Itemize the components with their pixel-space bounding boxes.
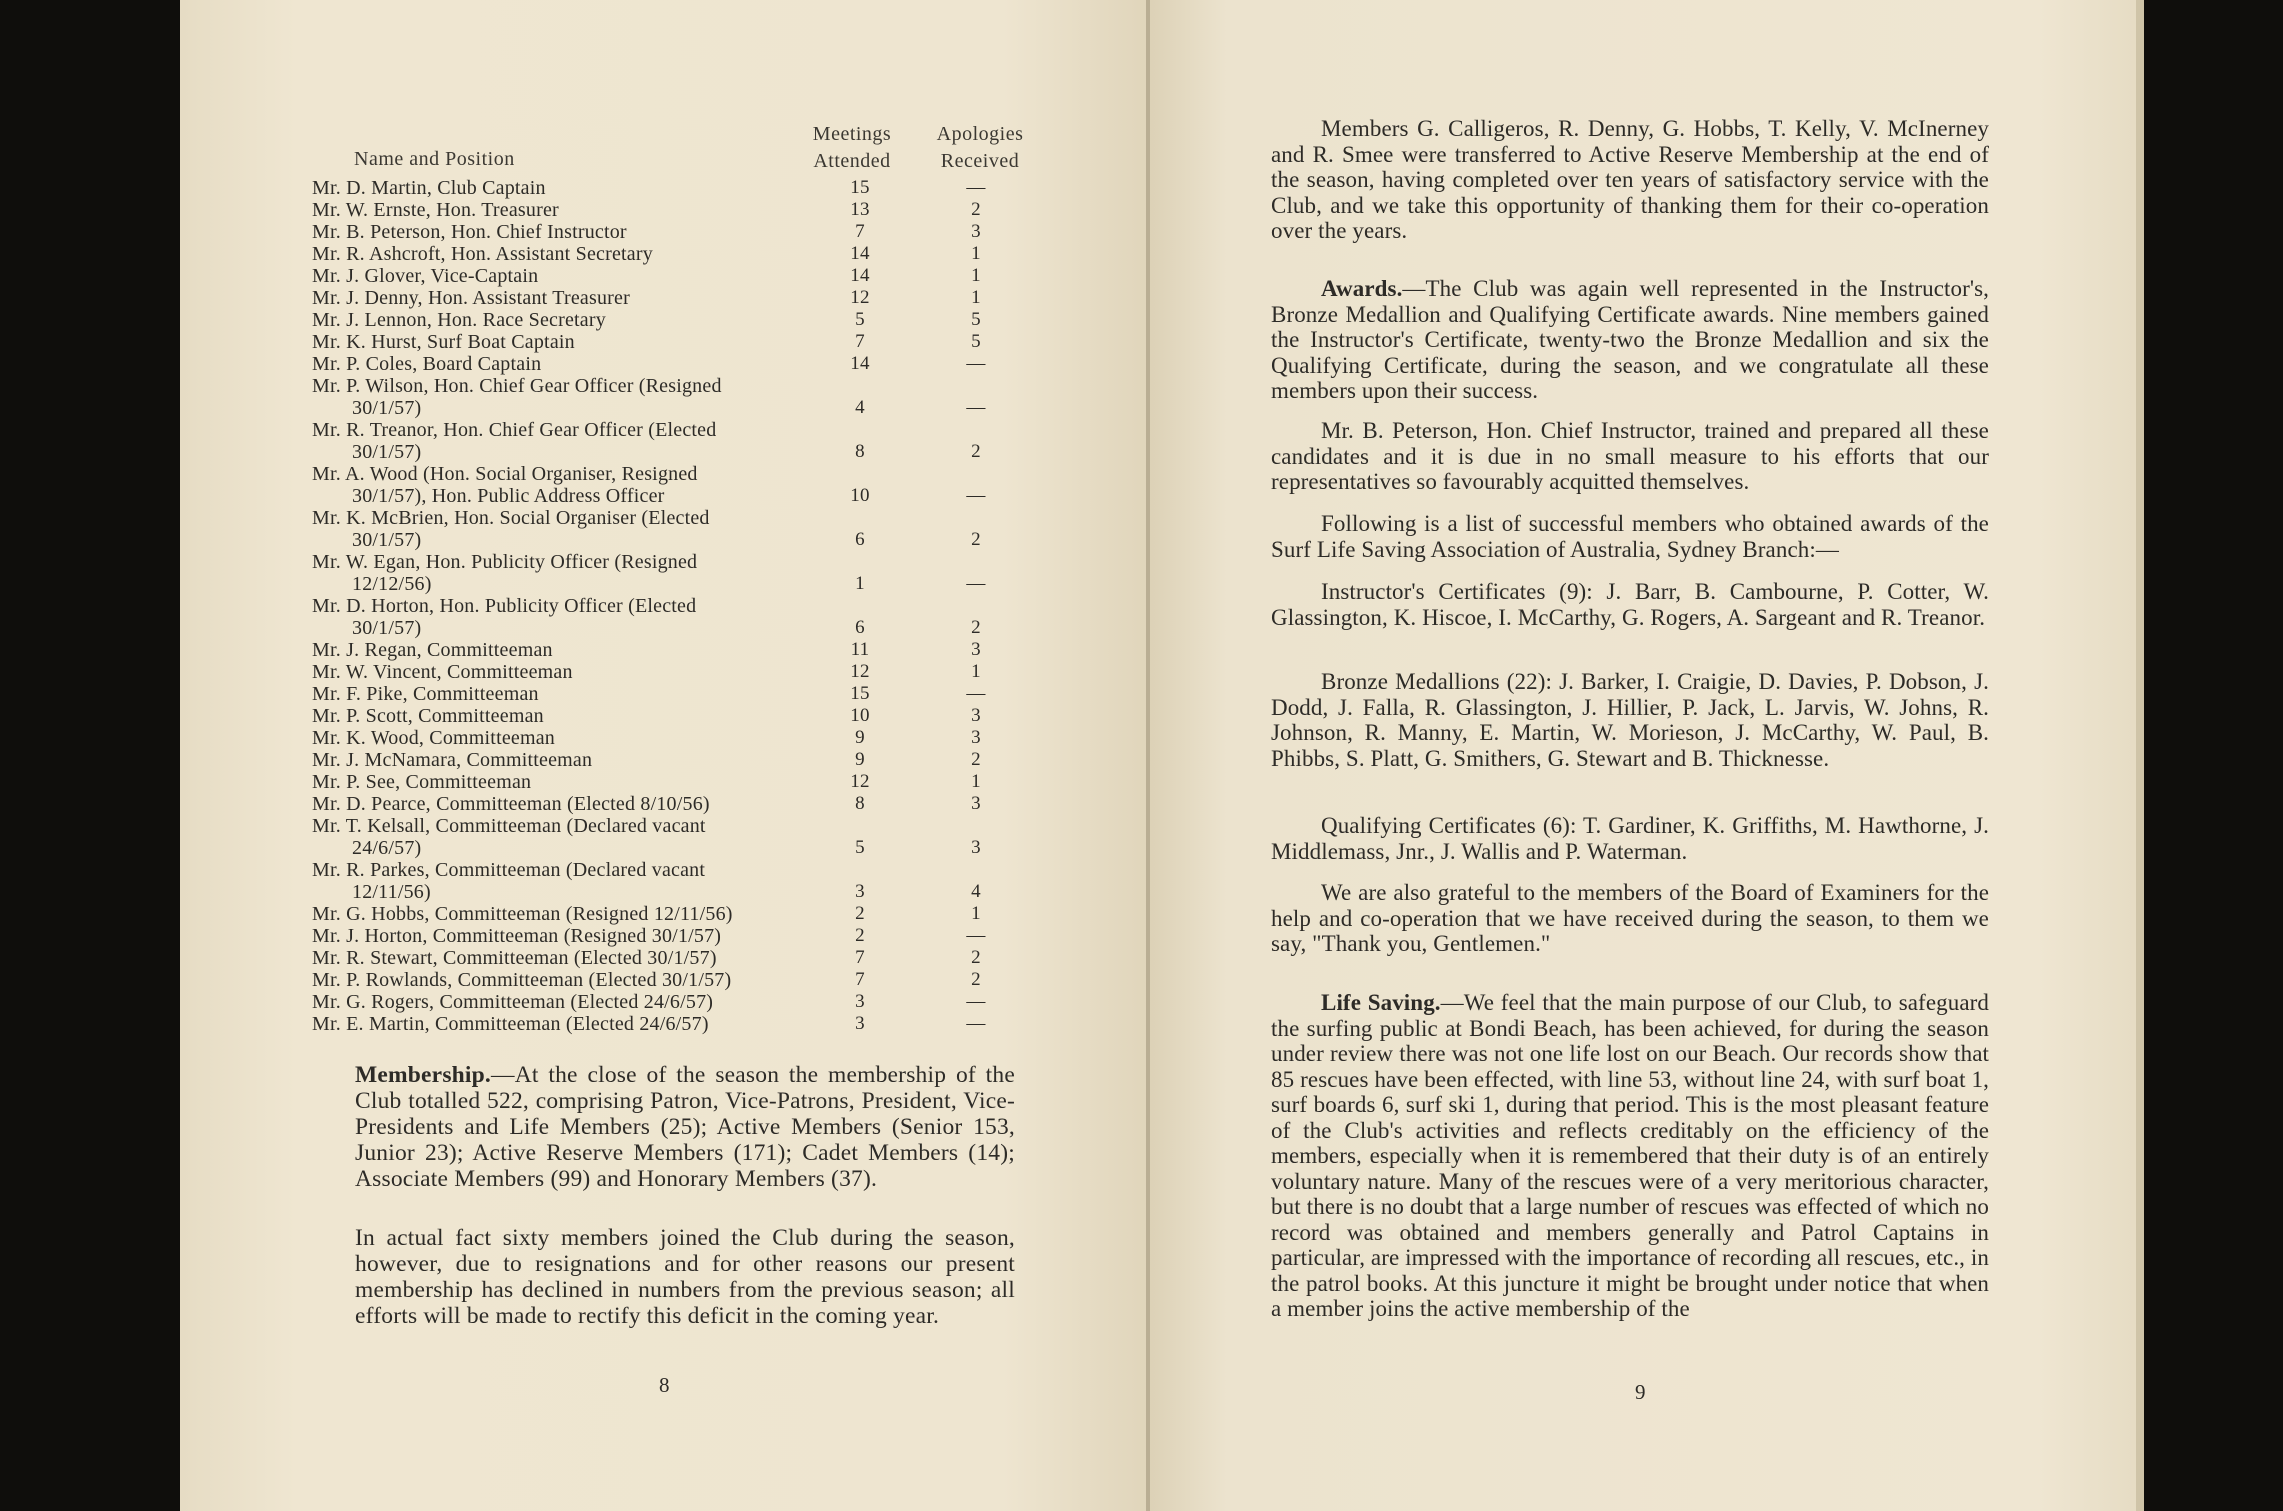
apologies-column-header — [928, 121, 1032, 175]
lifesaving-lead: Life Saving. — [1321, 990, 1441, 1015]
apologies-received-value: — — [966, 683, 986, 704]
table-row — [312, 199, 1032, 221]
member-name-position: Mr. D. Pearce, Committeeman (Elected 8/10/56) — [312, 793, 710, 815]
lifesaving-paragraph — [1271, 990, 1989, 1322]
table-row — [312, 463, 1032, 507]
apologies-received-value: 3 — [971, 639, 981, 660]
name-column-header: Name and Position — [354, 148, 515, 170]
table-row — [312, 221, 1032, 243]
apologies-received-value: 3 — [971, 837, 981, 858]
member-name-continuation: 12/11/56) — [352, 881, 431, 903]
meetings-attended-value: 14 — [850, 353, 870, 374]
table-row — [312, 243, 1032, 265]
member-name-position: Mr. R. Stewart, Committeeman (Elected 30/1/57) — [312, 947, 717, 969]
member-name-position: Mr. J. Glover, Vice-Captain — [312, 265, 539, 287]
bronze-paragraph — [1271, 669, 1989, 771]
table-row — [312, 859, 1032, 903]
table-row — [312, 925, 1032, 947]
meetings-attended-value: 9 — [855, 727, 865, 748]
bronze-text: Bronze Medallions (22): J. Barker, I. Craigie, D. Davies, P. Dobson, J. Dodd, J. Falla, R. Glassington, J. Hillier, P. Jack, L. Jarvis, W. Johns, R. Johnson, R. Manny, E. Martin, W. Morieson, J. McCarthy, W. Paul, B. Phibbs, S. Platt, G. Smithers, G. Stewart and B. Thicknesse. — [1271, 669, 1989, 771]
table-row — [312, 793, 1032, 815]
table-row — [312, 903, 1032, 925]
meetings-attended-value: 3 — [855, 991, 865, 1012]
member-name-position: Mr. W. Ernste, Hon. Treasurer — [312, 199, 559, 221]
member-name-position: Mr. F. Pike, Committeeman — [312, 683, 539, 705]
meetings-attended-value: 12 — [850, 771, 870, 792]
table-row — [312, 419, 1032, 463]
apologies-received-value: 2 — [971, 529, 981, 550]
meetings-attended-value: 7 — [855, 221, 865, 242]
following-text: Following is a list of successful members who obtained awards of the Surf Life Saving Association of Australia, Sydney Branch:— — [1271, 511, 1989, 562]
apologies-received-value: 3 — [971, 221, 981, 242]
member-name-position: Mr. D. Martin, Club Captain — [312, 177, 546, 199]
page-number-right: 9 — [1635, 1380, 1646, 1404]
apologies-received-value: 3 — [971, 705, 981, 726]
meetings-attended-value: 5 — [855, 309, 865, 330]
grateful-paragraph — [1271, 880, 1989, 957]
meetings-attended-value: 12 — [850, 287, 870, 308]
apologies-received-value: — — [966, 353, 986, 374]
apologies-received-value: — — [966, 991, 986, 1012]
membership-text: —At the close of the season the membership of the Club totalled 522, comprising Patron, Vice-Patrons, President, Vice-Presidents and Life Members (25); Active Members (Senior 153, Junior 23); Active Reserve Members (171); Cadet Members (14); Associate Members (99) and Honorary Members (37). — [355, 1062, 1015, 1192]
meetings-attended-value: 8 — [855, 441, 865, 462]
meetings-attended-value: 2 — [855, 925, 865, 946]
table-row — [312, 815, 1032, 859]
member-name-position: Mr. P. Coles, Board Captain — [312, 353, 542, 375]
member-name-continuation: 24/6/57) — [352, 837, 422, 859]
meetings-header-line1: Meetings — [812, 123, 892, 145]
apologies-received-value: 2 — [971, 749, 981, 770]
apologies-header-line1: Apologies — [936, 123, 1024, 145]
table-row — [312, 683, 1032, 705]
member-name-position: Mr. R. Parkes, Committeeman (Declared vacant — [312, 859, 706, 881]
apologies-received-value: 3 — [971, 727, 981, 748]
apologies-received-value: 1 — [971, 771, 981, 792]
apologies-received-value: — — [966, 485, 986, 506]
member-name-position: Mr. R. Treanor, Hon. Chief Gear Officer (Elected — [312, 419, 717, 441]
table-row — [312, 507, 1032, 551]
member-name-position: Mr. P. See, Committeeman — [312, 771, 532, 793]
table-row — [312, 705, 1032, 727]
table-row — [312, 331, 1032, 353]
peterson-text: Mr. B. Peterson, Hon. Chief Instructor, trained and prepared all these candidates and it is due in no small measure to his efforts that our representatives so favourably acquitted themselves. — [1271, 418, 1989, 494]
page-edge — [2136, 0, 2144, 1511]
apologies-received-value: 5 — [971, 309, 981, 330]
member-name-continuation: 30/1/57) — [352, 617, 422, 639]
member-name-position: Mr. B. Peterson, Hon. Chief Instructor — [312, 221, 627, 243]
attendance-table — [312, 177, 1032, 1035]
member-name-position: Mr. K. Wood, Committeeman — [312, 727, 556, 749]
meetings-attended-value: 12 — [850, 661, 870, 682]
awards-text: —The Club was again well represented in the Instructor's, Bronze Medallion and Qualifying Certificate awards. Nine members gained the Instructor's Certificate, twenty-two the Bronze Medallion and six the Qualifying Certificate, during the season, and we congratulate all these members upon their success. — [1271, 276, 1989, 403]
apologies-received-value: 2 — [971, 947, 981, 968]
table-row — [312, 969, 1032, 991]
peterson-paragraph — [1271, 418, 1989, 495]
apologies-received-value: 2 — [971, 199, 981, 220]
member-name-position: Mr. T. Kelsall, Committeeman (Declared vacant — [312, 815, 706, 837]
meetings-attended-value: 5 — [855, 837, 865, 858]
member-name-position: Mr. J. Regan, Committeeman — [312, 639, 553, 661]
apologies-received-value: 5 — [971, 331, 981, 352]
meetings-attended-value: 7 — [855, 947, 865, 968]
apologies-received-value: 3 — [971, 793, 981, 814]
apologies-received-value: — — [966, 397, 986, 418]
apologies-received-value: 1 — [971, 661, 981, 682]
meetings-attended-value: 7 — [855, 969, 865, 990]
awards-paragraph — [1271, 276, 1989, 404]
apologies-received-value: — — [966, 925, 986, 946]
meetings-attended-value: 2 — [855, 903, 865, 924]
meetings-attended-value: 14 — [850, 243, 870, 264]
meetings-attended-value: 10 — [850, 485, 870, 506]
member-name-continuation: 12/12/56) — [352, 573, 432, 595]
member-name-position: Mr. J. Denny, Hon. Assistant Treasurer — [312, 287, 630, 309]
qualifying-text: Qualifying Certificates (6): T. Gardiner, K. Griffiths, M. Hawthorne, J. Middlemass, Jnr., J. Wallis and P. Waterman. — [1271, 813, 1989, 864]
apologies-received-value: 1 — [971, 243, 981, 264]
transfer-text: Members G. Calligeros, R. Denny, G. Hobbs, T. Kelly, V. McInerney and R. Smee were transferred to Active Reserve Membership at the end of the season, having completed over ten years of satisfactory service with the Club, and we take this opportunity of thanking them for their co-operation over the years. — [1271, 116, 1989, 243]
membership-paragraph — [355, 1062, 1015, 1192]
meetings-attended-value: 3 — [855, 881, 865, 902]
qualifying-paragraph — [1271, 813, 1989, 864]
member-name-position: Mr. D. Horton, Hon. Publicity Officer (Elected — [312, 595, 697, 617]
member-name-continuation: 30/1/57) — [352, 397, 422, 419]
table-row — [312, 1013, 1032, 1035]
table-row — [312, 661, 1032, 683]
meetings-header-line2: Attended — [813, 150, 891, 172]
member-name-position: Mr. J. McNamara, Committeeman — [312, 749, 593, 771]
member-name-position: Mr. E. Martin, Committeeman (Elected 24/6/57) — [312, 1013, 709, 1035]
table-row — [312, 595, 1032, 639]
table-row — [312, 287, 1032, 309]
apologies-header-line2: Received — [940, 150, 1020, 172]
apologies-received-value: 2 — [971, 969, 981, 990]
apologies-received-value: 1 — [971, 265, 981, 286]
member-name-position: Mr. P. Rowlands, Committeeman (Elected 30/1/57) — [312, 969, 732, 991]
table-row — [312, 727, 1032, 749]
member-name-position: Mr. W. Vincent, Committeeman — [312, 661, 573, 683]
meetings-attended-value: 11 — [850, 639, 870, 660]
member-name-position: Mr. W. Egan, Hon. Publicity Officer (Resigned — [312, 551, 698, 573]
member-name-continuation: 30/1/57) — [352, 441, 422, 463]
member-name-position: Mr. K. Hurst, Surf Boat Captain — [312, 331, 575, 353]
member-name-position: Mr. G. Rogers, Committeeman (Elected 24/6/57) — [312, 991, 714, 1013]
apologies-received-value: 1 — [971, 903, 981, 924]
table-row — [312, 991, 1032, 1013]
transfer-paragraph — [1271, 116, 1989, 244]
table-row — [312, 353, 1032, 375]
apologies-received-value: — — [966, 573, 986, 594]
meetings-attended-value: 6 — [855, 617, 865, 638]
meetings-attended-value: 10 — [850, 705, 870, 726]
instructors-paragraph — [1271, 579, 1989, 630]
meetings-attended-value: 4 — [855, 397, 865, 418]
meetings-attended-value: 1 — [855, 573, 865, 594]
table-row — [312, 771, 1032, 793]
member-name-position: Mr. G. Hobbs, Committeeman (Resigned 12/11/56) — [312, 903, 733, 925]
meetings-attended-value: 3 — [855, 1013, 865, 1034]
table-row — [312, 749, 1032, 771]
member-name-position: Mr. J. Horton, Committeeman (Resigned 30/1/57) — [312, 925, 722, 947]
table-row — [312, 375, 1032, 419]
member-name-continuation: 30/1/57) — [352, 529, 422, 551]
apologies-received-value: — — [966, 1013, 986, 1034]
table-row — [312, 177, 1032, 199]
member-name-position: Mr. J. Lennon, Hon. Race Secretary — [312, 309, 606, 331]
meetings-attended-value: 14 — [850, 265, 870, 286]
lifesaving-text: —We feel that the main purpose of our Club, to safeguard the surfing public at Bondi Beach, has been achieved, for during the season under review there was not one life lost on our Beach. Our records show that 85 rescues have been effected, with line 53, without line 24, with surf boat 1, surf boards 6, surf ski 1, during that period. This is the most pleasant feature of the Club's activities and reflects creditably on the efficiency of the members, especially when it is remembered that their duty is of an entirely voluntary nature. Many of the rescues were of a very meritorious character, but there is no doubt that a large number of rescues was effected of which no record was obtained and members generally and Patrol Captains in particular, are impressed with the importance of recording all rescues, etc., in the patrol books. At this juncture it might be brought under notice that when a member joins the active membership of the — [1271, 990, 1989, 1321]
table-row — [312, 309, 1032, 331]
member-name-position: Mr. P. Wilson, Hon. Chief Gear Officer (Resigned — [312, 375, 722, 397]
table-row — [312, 551, 1032, 595]
member-name-position: Mr. K. McBrien, Hon. Social Organiser (Elected — [312, 507, 710, 529]
apologies-received-value: 4 — [971, 881, 981, 902]
meetings-attended-value: 15 — [850, 683, 870, 704]
meetings-attended-value: 7 — [855, 331, 865, 352]
member-name-continuation: 30/1/57), Hon. Public Address Officer — [352, 485, 665, 507]
apologies-received-value: 2 — [971, 617, 981, 638]
table-row — [312, 265, 1032, 287]
member-name-position: Mr. A. Wood (Hon. Social Organiser, Resigned — [312, 463, 698, 485]
membership-lead: Membership. — [355, 1062, 492, 1088]
member-name-position: Mr. R. Ashcroft, Hon. Assistant Secretary — [312, 243, 653, 265]
grateful-text: We are also grateful to the members of the Board of Examiners for the help and co-operation that we have received during the season, to them we say, "Thank you, Gentlemen." — [1271, 880, 1989, 956]
meetings-attended-value: 15 — [850, 177, 870, 198]
meetings-attended-value: 6 — [855, 529, 865, 550]
awards-lead: Awards. — [1321, 276, 1403, 301]
apologies-received-value: — — [966, 177, 986, 198]
member-name-position: Mr. P. Scott, Committeeman — [312, 705, 544, 727]
page-number-left: 8 — [659, 1373, 670, 1397]
meetings-attended-value: 13 — [850, 199, 870, 220]
book-gutter — [1146, 0, 1150, 1511]
table-row — [312, 947, 1032, 969]
meetings-column-header — [800, 121, 904, 175]
apologies-received-value: 2 — [971, 441, 981, 462]
following-paragraph — [1271, 511, 1989, 562]
meetings-attended-value: 9 — [855, 749, 865, 770]
table-row — [312, 639, 1032, 661]
meetings-attended-value: 8 — [855, 793, 865, 814]
apologies-received-value: 1 — [971, 287, 981, 308]
instructors-text: Instructor's Certificates (9): J. Barr, B. Cambourne, P. Cotter, W. Glassington, K. Hiscoe, I. McCarthy, G. Rogers, A. Sargeant and R. Treanor. — [1271, 579, 1989, 630]
actual-fact-text: In actual fact sixty members joined the Club during the season, however, due to resignations and for other reasons our present membership has declined in numbers from the previous season; all efforts will be made to rectify this deficit in the coming year. — [355, 1225, 1015, 1329]
actual-fact-paragraph — [355, 1225, 1015, 1329]
